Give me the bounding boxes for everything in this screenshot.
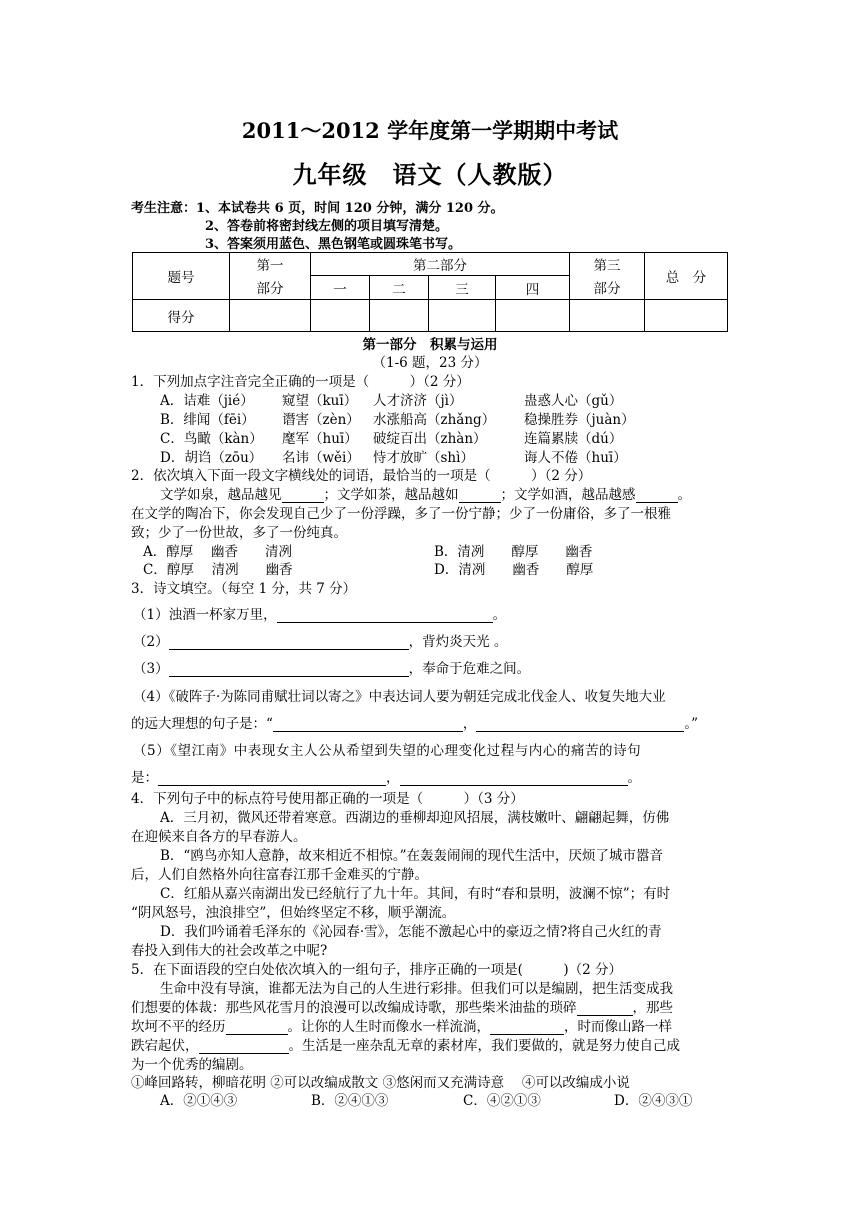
q2-option-b: B．清冽 醇厚 幽香 xyxy=(434,544,593,560)
q3-item-3: （3） ，奉命于危难之间。 xyxy=(133,661,531,677)
q5-passage-line-4: 跌宕起伏， 。生活是一座杂乱无章的素材库，我们要做的，就是努力使自己成 xyxy=(131,1038,680,1054)
q5-option-c: C．④②①③ xyxy=(463,1093,541,1109)
score-header-part1-a: 第一 xyxy=(230,253,311,276)
score-header-total: 总 分 xyxy=(645,253,728,300)
score-cell-sub1[interactable] xyxy=(311,300,370,332)
q2-stem: 2．依次填入下面一段文字横线处的词语，最恰当的一项是（ ）（2 分） xyxy=(131,468,592,484)
q1-option-c-item-3: 破绽百出（zhàn） xyxy=(373,431,487,447)
notice-line-3: 3、答案须用蓝色、黑色钢笔或圆珠笔书写。 xyxy=(205,237,462,252)
q4-stem: 4．下列句子中的标点符号使用都正确的一项是（ ）（3 分） xyxy=(131,791,524,807)
q3-blank-1[interactable] xyxy=(277,608,493,623)
q5-option-a: A．②①④③ xyxy=(160,1093,238,1109)
q3-blank-5[interactable] xyxy=(476,717,684,732)
section1-title: 第一部分 积累与运用 xyxy=(362,337,498,353)
q4-option-a-line-2: 在迎候来自各方的早春游人。 xyxy=(131,829,307,845)
q5-option-d: D．②④③① xyxy=(614,1093,693,1109)
q3-stem: 3．诗文填空。（每空 1 分，共 7 分） xyxy=(131,581,357,597)
q3-item-5-line-1: （5）《望江南》中表现女主人公从希望到失望的心理变化过程与内心的痛苦的诗句 xyxy=(133,743,642,759)
q4-option-d-line-2: 春投入到伟大的社会改革之中呢? xyxy=(131,943,328,959)
score-cell-sub4[interactable] xyxy=(496,300,570,332)
score-header-sub3: 三 xyxy=(429,276,496,300)
q5-choices: ①峰回路转，柳暗花明 ②可以改编成散文 ③悠闲而又充满诗意 ④可以改编成小说 xyxy=(131,1075,630,1091)
q1-option-c-item-2: 麾军（huī） xyxy=(282,431,358,447)
notice-line-2: 2、答卷前将密封线左侧的项目填写清楚。 xyxy=(205,219,449,234)
q3-item-4-line-1: （4）《破阵子·为陈同甫赋壮词以寄之》中表达词人要为朝廷完成北伐金人、收复失地大业 xyxy=(133,689,666,705)
notice-line-1: 考生注意：1、本试卷共 6 页，时间 120 分钟，满分 120 分。 xyxy=(131,201,504,216)
q4-option-b-line-1: B．“鸥鸟亦知人意静，故来相近不相惊。”在轰轰闹闹的现代生活中，厌烦了城市嚣音 xyxy=(160,848,663,864)
score-cell-part3[interactable] xyxy=(570,300,645,332)
score-header-part2: 第二部分 xyxy=(311,253,570,276)
score-header-tihao: 题号 xyxy=(133,253,230,300)
exam-title: 2011～2012 学年度第一学期期中考试 xyxy=(241,118,619,143)
exam-subtitle: 九年级 语文（人教版） xyxy=(292,160,568,189)
score-header-sub2: 二 xyxy=(370,276,429,300)
score-cell-part1[interactable] xyxy=(230,300,311,332)
q1-option-b-item-1: B．绯闻（fēi） xyxy=(160,412,255,428)
q3-item-1: （1）浊酒一杯家万里， 。 xyxy=(133,607,507,623)
q2-passage-line-2: 在文学的陶冶下，你会发现自己少了一份浮躁，多了一份宁静；少了一份庸俗，多了一根雅 xyxy=(131,506,671,522)
score-cell-sub3[interactable] xyxy=(429,300,496,332)
q1-option-d-item-1: D．胡诌（zōu） xyxy=(160,450,263,466)
q3-item-4-line-2: 的远大理想的句子是：“ ， 。” xyxy=(131,716,699,732)
q2-passage-line-3: 致；少了一份世故，多了一份纯真。 xyxy=(131,525,347,541)
score-header-sub4: 四 xyxy=(496,276,570,300)
q1-option-b-item-2: 谮害（zèn） xyxy=(282,412,360,428)
q3-blank-4[interactable] xyxy=(273,717,463,732)
score-table xyxy=(132,252,728,332)
score-header-part1-b: 部分 xyxy=(230,276,311,300)
q2-option-c: C．醇厚 清冽 幽香 xyxy=(143,562,293,578)
q4-option-c-line-1: C．红船从嘉兴南湖出发已经航行了九十年。其间，有时“春和景明，波澜不惊”；有时 xyxy=(160,886,671,902)
q1-option-a-item-1: A．诘难（jié） xyxy=(160,393,254,409)
q3-blank-7[interactable] xyxy=(400,771,628,786)
q5-passage-line-2: 们想要的体裁：那些风花雪月的浪漫可以改编成诗歌，那些柴米油盐的琐碎 ，那些 xyxy=(131,1000,673,1016)
q3-blank-2[interactable] xyxy=(169,635,409,650)
q1-option-c-item-1: C．鸟瞰（kàn） xyxy=(160,431,263,447)
q1-option-a-item-3: 人才济济（jì） xyxy=(373,393,463,409)
q2-passage-line-1: 文学如泉，越品越见 ；文学如茶，越品越如 ；文学如酒，越品越感 。 xyxy=(160,487,691,503)
score-row-label: 得分 xyxy=(133,300,230,332)
score-header-sub1: 一 xyxy=(311,276,370,300)
q4-option-c-line-2: “阴风怒号，浊浪排空”，但始终坚定不移，顺乎潮流。 xyxy=(131,905,456,921)
q4-option-a-line-1: A．三月初，微风还带着寒意。西湖边的垂柳却迎风招展，满枝嫩叶、翩翩起舞，仿佛 xyxy=(160,810,670,826)
q5-passage-line-5: 为一个优秀的编剧。 xyxy=(131,1057,253,1073)
q1-option-a-item-2: 窥望（kuī） xyxy=(282,393,358,409)
q5-stem: 5．在下面语段的空白处依次填入的一组句子，排序正确的一项是( )（2 分） xyxy=(131,962,623,978)
q3-blank-6[interactable] xyxy=(158,771,386,786)
q1-option-c-item-4: 连篇累牍（dú） xyxy=(524,431,623,447)
score-cell-sub2[interactable] xyxy=(370,300,429,332)
q5-option-b: B．②④①③ xyxy=(311,1093,389,1109)
score-header-part3-b: 部分 xyxy=(570,276,645,300)
q5-passage-line-1: 生命中没有导演，谁都无法为自己的人生进行彩排。但我们可以是编剧，把生活变成我 xyxy=(160,981,673,997)
q1-stem: 1．下列加点字注音完全正确的一项是（ ）（2 分） xyxy=(131,374,470,390)
score-header-part3-a: 第三 xyxy=(570,253,645,276)
q1-option-b-item-3: 水涨船高（zhǎng） xyxy=(373,412,496,428)
q3-item-5-line-2: 是： ， 。 xyxy=(131,770,641,786)
score-cell-total[interactable] xyxy=(645,300,728,332)
q1-option-d-item-2: 名讳（wěi） xyxy=(282,450,360,466)
q5-passage-line-3: 坎坷不平的经历 。让你的人生时而像水一样流淌， ，时而像山路一样 xyxy=(131,1019,672,1035)
q1-option-b-item-4: 稳操胜券（juàn） xyxy=(524,412,635,428)
q3-blank-3[interactable] xyxy=(169,662,409,677)
section1-range: （1-6 题，23 分） xyxy=(372,355,488,371)
q1-option-a-item-4: 蛊惑人心（gǔ） xyxy=(524,393,623,409)
q1-option-d-item-3: 恃才放旷（shì） xyxy=(373,450,474,466)
q1-option-d-item-4: 诲人不倦（huī） xyxy=(524,450,627,466)
q3-item-2: （2） ，背灼炎天光 。 xyxy=(133,634,508,650)
q2-option-a: A．醇厚 幽香 清冽 xyxy=(143,544,293,560)
q4-option-b-line-2: 后，人们自然格外向往富春江那千金难买的宁静。 xyxy=(131,867,428,883)
q2-option-d: D．清冽 幽香 醇厚 xyxy=(434,562,594,578)
q4-option-d-line-1: D．我们吟诵着毛泽东的《沁园春·雪》，怎能不激起心中的豪迈之情?将自己火红的青 xyxy=(160,924,662,940)
